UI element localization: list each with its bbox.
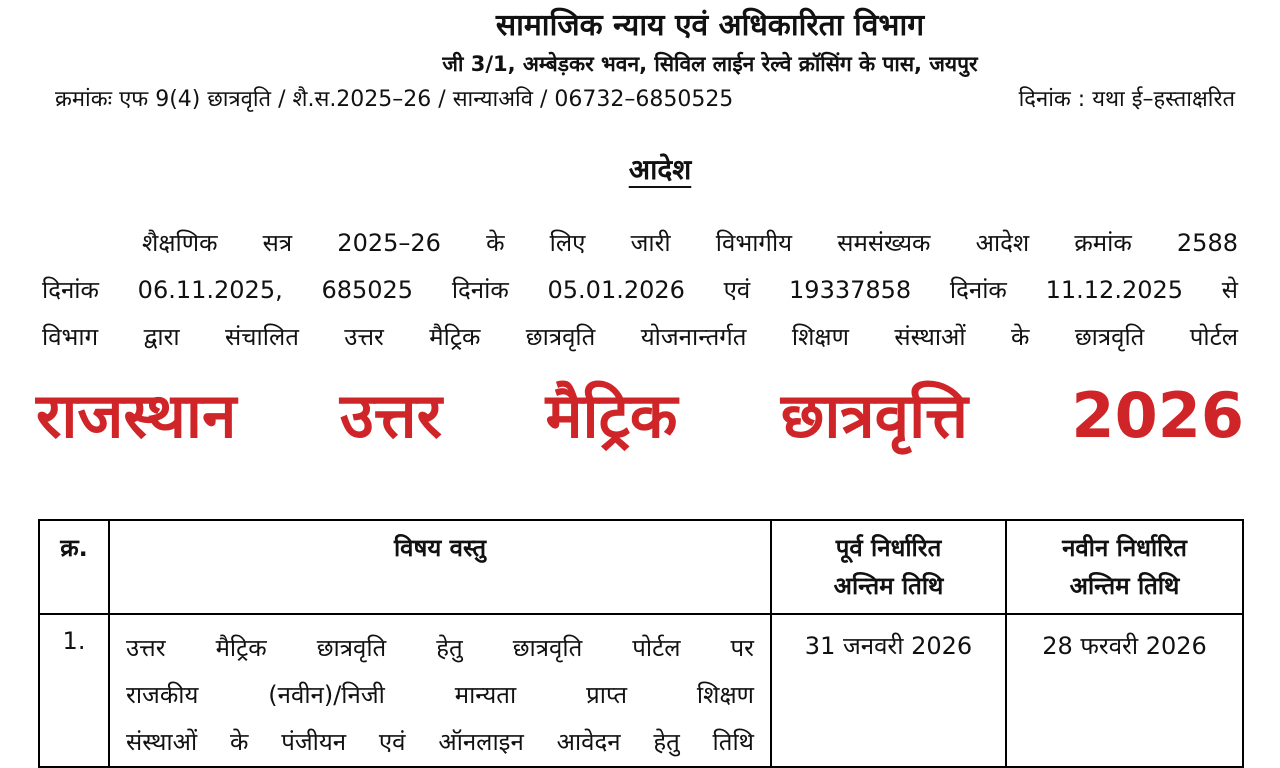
header-subject — [109, 520, 771, 614]
header-previous-date — [771, 520, 1006, 614]
table-body — [39, 614, 1243, 767]
order-heading: आदेश — [628, 153, 692, 186]
row-new-date: 28 फरवरी 2026 — [1006, 614, 1243, 767]
header-previous-date-line2: अन्तिम तिथि — [833, 572, 944, 600]
dates-table — [38, 519, 1244, 768]
row-subject-line-1: उत्तर मैट्रिक छात्रवृति हेतु छात्रवृति पोर्टल पर — [126, 634, 754, 662]
header-serial-label: क्र. — [60, 534, 88, 562]
header-subject-label: विषय वस्तु — [393, 534, 487, 562]
row-subject-line-2: राजकीय (नवीन)/निजी मान्यता प्राप्त शिक्षण — [126, 681, 754, 709]
order-heading-wrap — [0, 150, 1280, 188]
row-previous-date: 31 जनवरी 2026 — [771, 614, 1006, 767]
header-previous-date-line1: पूर्व निर्धारित — [835, 534, 942, 562]
header-serial — [39, 520, 109, 614]
paragraph-line-3: विभाग द्वारा संचालित उत्तर मैट्रिक छात्रवृति योजनान्तर्गत शिक्षण संस्थाओं के छात्रवृति पोर्टल — [42, 323, 1238, 351]
row-subject — [109, 614, 771, 767]
row-subject-line-3: संस्थाओं के पंजीयन एवं ऑनलाइन आवेदन हेतु तिथि — [126, 728, 754, 756]
scholarship-banner: राजस्थान उत्तर मैट्रिक छात्रवृत्ति 2026 — [36, 379, 1244, 452]
paragraph-line-1: शैक्षणिक सत्र 2025–26 के लिए जारी विभागीय समसंख्यक आदेश क्रमांक 2588 — [142, 229, 1238, 257]
table-header-row — [39, 520, 1243, 614]
signature-date-note: दिनांक : यथा ई–हस्ताक्षरित — [1018, 87, 1235, 112]
header-new-date-line2: अन्तिम तिथि — [1069, 572, 1180, 600]
reference-number: क्रमांकः एफ 9(4) छात्रवृति / शै.स.2025–26 / सान्याअवि / 06732–6850525 — [55, 87, 734, 112]
header-new-date-line1: नवीन निर्धारित — [1062, 534, 1187, 562]
department-address: जी 3/1, अम्बेड़कर भवन, सिविल लाईन रेल्वे क्रॉसिंग के पास, जयपुर — [442, 52, 978, 76]
paragraph-line-2: दिनांक 06.11.2025, 685025 दिनांक 05.01.2026 एवं 19337858 दिनांक 11.12.2025 से — [42, 276, 1238, 304]
reference-line — [0, 80, 1280, 116]
order-paragraph — [42, 220, 1238, 361]
table-header — [39, 520, 1243, 614]
table-row — [39, 614, 1243, 767]
department-title: सामाजिक न्याय एवं अधिकारिता विभाग — [495, 8, 925, 43]
row-serial: 1. — [39, 614, 109, 767]
letterhead — [0, 0, 1280, 80]
header-new-date — [1006, 520, 1243, 614]
